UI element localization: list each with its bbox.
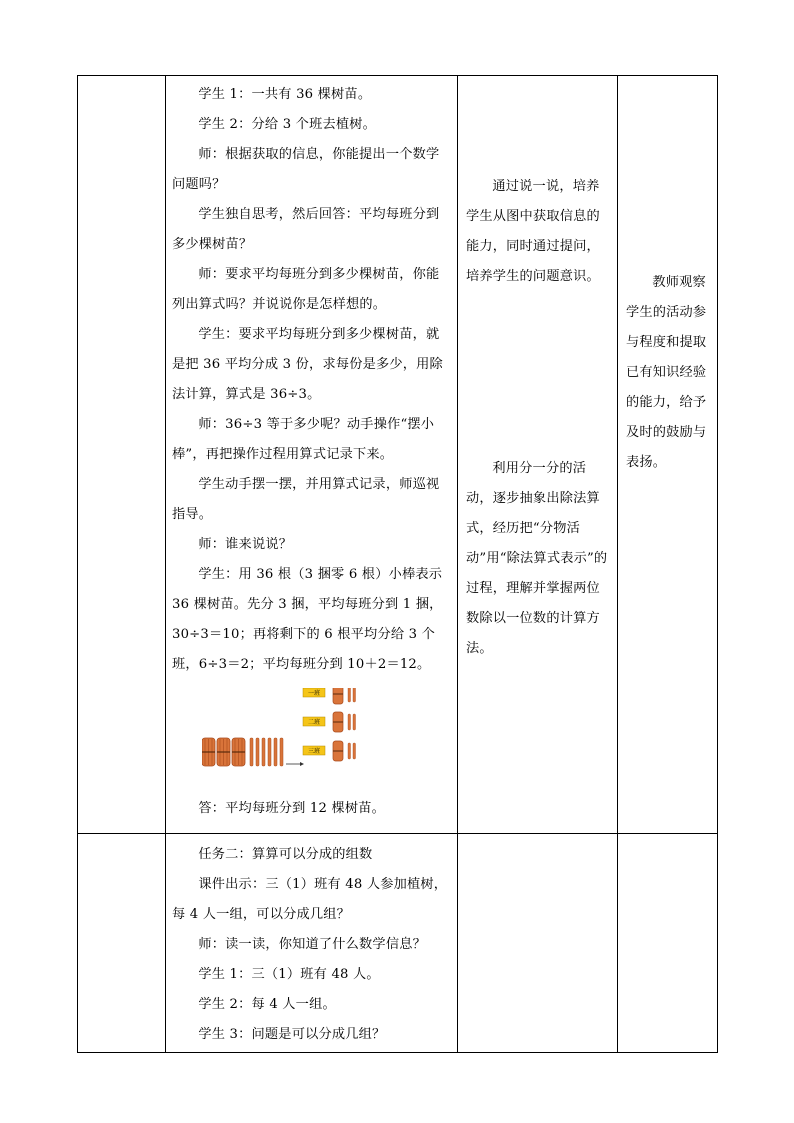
assessment-text: 教师观察学生的活动参与程度和提取已有知识经验的能力，给予及时的鼓励与表扬。: [626, 275, 707, 470]
design-intent-cell: [458, 76, 618, 834]
single-sticks: [250, 738, 283, 766]
dialogue-line: 师：根据获取的信息，你能提出一个数学问题吗？: [172, 147, 440, 192]
dialogue-line: 学生 2：分给 3 个班去植树。: [198, 117, 377, 132]
stage-cell: [78, 76, 166, 834]
stick-bundle: [232, 738, 245, 766]
stage-cell: [78, 834, 166, 1053]
class-group: [303, 688, 356, 704]
class-group: [303, 712, 356, 732]
dialogue-line: 师：读一读，你知道了什么数学信息？: [198, 937, 426, 952]
table-row: [78, 834, 718, 1053]
class-group: [303, 741, 356, 761]
stick-bundles: [202, 738, 245, 766]
design-intent-text: 通过说一说，培养学生从图中获取信息的能力，同时通过提问，培养学生的问题意识。: [466, 179, 600, 284]
dialogue-line: 学生：要求平均每班分到多少棵树苗，就是把 36 平均分成 3 份，求每份是多少，用除法计算，算式是 36÷3。: [172, 327, 443, 402]
lesson-plan-table: [77, 75, 718, 1053]
design-intent-text: 利用分一分的活动，逐步抽象出除法算式，经历把“分物活动”用“除法算式表示”的过程，理解并掌握两位数除以一位数的计算方法。: [466, 461, 608, 656]
arrow-icon: [286, 762, 304, 766]
dialogue-line: 学生 1：一共有 36 棵树苗。: [198, 87, 372, 102]
assessment-cell: [618, 834, 718, 1053]
stick-bundle: [202, 738, 215, 766]
dialogue-line: 学生 1：三（1）班有 48 人。: [198, 967, 380, 982]
teaching-process-cell: [166, 834, 458, 1053]
dialogue-line: 学生 3：问题是可以分成几组？: [198, 1027, 386, 1042]
dialogue-line: 学生独自思考，然后回答：平均每班分到多少棵树苗？: [172, 207, 440, 252]
stick-bundle: [217, 738, 230, 766]
sticks-illustration: [202, 688, 382, 788]
dialogue-line: 师：谁来说说？: [198, 537, 293, 552]
task-title: 任务二：算算可以分成的组数: [198, 847, 373, 862]
design-intent-cell: [458, 834, 618, 1053]
dialogue-line: 学生动手摆一摆，并用算式记录，师巡视指导。: [172, 477, 440, 522]
class-label: 二班: [307, 719, 321, 726]
dialogue-line: 学生 2：每 4 人一组。: [198, 997, 336, 1012]
class-label: 一班: [307, 690, 321, 697]
stick-division-figure: [172, 680, 451, 802]
dialogue-line: 课件出示：三（1）班有 48 人参加植树，每 4 人一组，可以分成几组？: [172, 877, 448, 922]
table-row: [78, 76, 718, 834]
assessment-cell: [618, 76, 718, 834]
teaching-process-cell: [166, 76, 458, 834]
dialogue-line: 学生：用 36 根（3 捆零 6 根）小棒表示 36 棵树苗。先分 3 捆，平均每班分到 1 捆，30÷3＝10；再将剩下的 6 根平均分给 3 个班，6÷3＝2；平均每班分到 10＋2＝12。: [172, 567, 443, 672]
class-label: 三班: [307, 748, 321, 755]
dialogue-line: 师：要求平均每班分到多少棵树苗，你能列出算式吗？并说说你是怎样想的。: [172, 267, 440, 312]
dialogue-line: 师：36÷3 等于多少呢？动手操作“摆小棒”，再把操作过程用算式记录下来。: [172, 417, 435, 462]
answer-line: 答：平均每班分到 12 棵树苗。: [198, 801, 386, 816]
